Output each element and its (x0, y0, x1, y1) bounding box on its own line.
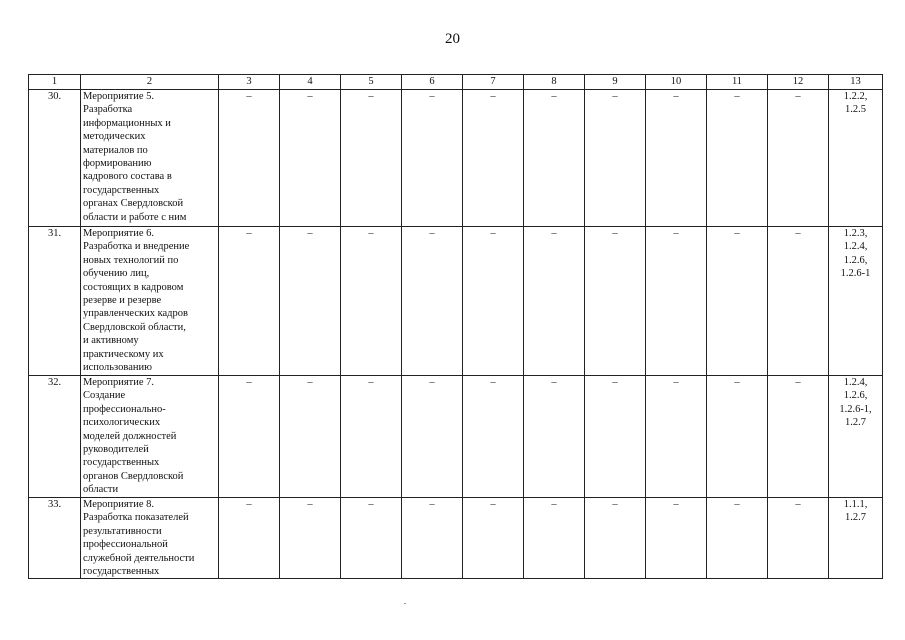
table-cell: – (646, 498, 707, 579)
table-row (29, 376, 883, 498)
column-header: 1 (29, 75, 81, 90)
table-cell: – (402, 90, 463, 227)
measure-name-line: использованию (83, 362, 152, 374)
measure-name-line: результативности (83, 525, 162, 537)
table-cell: – (341, 376, 402, 498)
measure-name-line: и активному (83, 335, 139, 347)
measure-name-line: государственных (83, 457, 160, 469)
measure-name-line: Мероприятие 8. (83, 499, 155, 510)
measure-name-line: моделей должностей (83, 430, 177, 442)
target-code: 1.1.1, (843, 499, 868, 510)
measure-name-line: новых технологий по (83, 254, 179, 266)
target-code: 1.2.6-1, (839, 403, 872, 415)
column-header: 4 (280, 75, 341, 90)
table-cell: – (646, 376, 707, 498)
measure-name-line: области и работе с ним (83, 211, 187, 223)
target-code: 1.2.3, (843, 228, 868, 239)
measure-name-line: государственных (83, 566, 160, 578)
target-codes (829, 90, 883, 227)
measure-name-line: информационных и (83, 117, 171, 129)
table-cell: – (585, 376, 646, 498)
measure-name-line: кадрового состава в (83, 171, 172, 183)
table-cell: – (402, 376, 463, 498)
measure-name (81, 498, 219, 579)
column-header: 6 (402, 75, 463, 90)
target-code: 1.2.5 (845, 104, 866, 116)
table-cell: – (707, 90, 768, 227)
target-code: 1.2.6, (843, 254, 868, 266)
measure-name-line: государственных (83, 184, 160, 196)
measure-name-line: резерве и резерве (83, 295, 162, 307)
table-cell: – (280, 498, 341, 579)
table-cell: – (707, 498, 768, 579)
target-code: 1.2.4, (843, 241, 868, 253)
column-header: 3 (219, 75, 280, 90)
table-cell: – (280, 376, 341, 498)
measure-name-line: Мероприятие 5. (83, 91, 155, 102)
table-cell: – (463, 227, 524, 376)
measure-name (81, 227, 219, 376)
table-cell: – (585, 227, 646, 376)
measure-name-line: состоящих в кадровом (83, 281, 184, 293)
table-cell: – (768, 227, 829, 376)
table-cell: – (707, 376, 768, 498)
table-row (29, 90, 883, 227)
table-cell: – (341, 498, 402, 579)
target-codes (829, 498, 883, 579)
row-number: 30. (29, 90, 81, 227)
measure-name (81, 376, 219, 498)
measure-name-line: формированию (83, 158, 152, 170)
measure-name-line: Создание (83, 390, 126, 402)
table-cell: – (280, 227, 341, 376)
target-code: 1.2.6, (843, 390, 868, 402)
table-cell: – (463, 90, 524, 227)
column-header: 5 (341, 75, 402, 90)
row-number: 31. (29, 227, 81, 376)
column-header: 12 (768, 75, 829, 90)
measure-name-line: Разработка показателей (83, 512, 189, 524)
column-header: 13 (829, 75, 883, 90)
row-number: 33. (29, 498, 81, 579)
measure-name-line: практическому их (83, 348, 164, 360)
measure-name-line: Мероприятие 7. (83, 377, 155, 388)
column-header: 9 (585, 75, 646, 90)
target-codes (829, 376, 883, 498)
target-code: 1.2.7 (845, 417, 866, 429)
measure-name-line: Мероприятие 6. (83, 228, 155, 239)
table-cell: – (707, 227, 768, 376)
table-cell: – (341, 90, 402, 227)
measure-name-line: профессионально- (83, 403, 166, 415)
table-cell: – (219, 90, 280, 227)
measure-name-line: управленческих кадров (83, 308, 188, 320)
target-code: 1.2.6-1 (840, 268, 871, 280)
column-header: 8 (524, 75, 585, 90)
column-header: 7 (463, 75, 524, 90)
table-header-row (29, 75, 883, 90)
table-cell: – (463, 498, 524, 579)
table-row (29, 227, 883, 376)
table-cell: – (768, 376, 829, 498)
target-code: 1.2.7 (845, 512, 866, 524)
table-cell: – (402, 227, 463, 376)
table-cell: – (524, 227, 585, 376)
table-cell: – (585, 498, 646, 579)
measure-name (81, 90, 219, 227)
scan-speck (404, 603, 406, 604)
table-cell: – (219, 498, 280, 579)
row-number: 32. (29, 376, 81, 498)
measure-name-line: органах Свердловской (83, 198, 184, 210)
page-number: 20 (445, 31, 460, 47)
table-cell: – (341, 227, 402, 376)
table-cell: – (524, 498, 585, 579)
measure-name-line: психологических (83, 417, 161, 429)
table-cell: – (646, 90, 707, 227)
measure-name-line: Разработка (83, 104, 133, 116)
measure-name-line: органов Свердловской (83, 470, 184, 482)
column-header: 2 (81, 75, 219, 90)
target-code: 1.2.2, (843, 91, 868, 102)
document-table (28, 74, 883, 579)
table-row (29, 498, 883, 579)
target-code: 1.2.4, (843, 377, 868, 388)
table-cell: – (280, 90, 341, 227)
measure-name-line: профессиональной (83, 539, 168, 551)
measure-name-line: Свердловской области, (83, 321, 186, 333)
measure-name-line: служебной деятельности (83, 552, 195, 564)
table-cell: – (402, 498, 463, 579)
table-cell: – (768, 498, 829, 579)
measure-name-line: материалов по (83, 144, 148, 156)
column-header: 11 (707, 75, 768, 90)
table-cell: – (219, 227, 280, 376)
table-cell: – (768, 90, 829, 227)
measure-name-line: Разработка и внедрение (83, 241, 190, 253)
table-cell: – (219, 376, 280, 498)
measure-name-line: обучению лиц, (83, 268, 150, 280)
table-cell: – (585, 90, 646, 227)
table-cell: – (646, 227, 707, 376)
table-cell: – (524, 376, 585, 498)
table-cell: – (524, 90, 585, 227)
target-codes (829, 227, 883, 376)
measure-name-line: методических (83, 131, 146, 143)
table-cell: – (463, 376, 524, 498)
measure-name-line: области (83, 484, 119, 496)
column-header: 10 (646, 75, 707, 90)
measure-name-line: руководителей (83, 444, 149, 456)
